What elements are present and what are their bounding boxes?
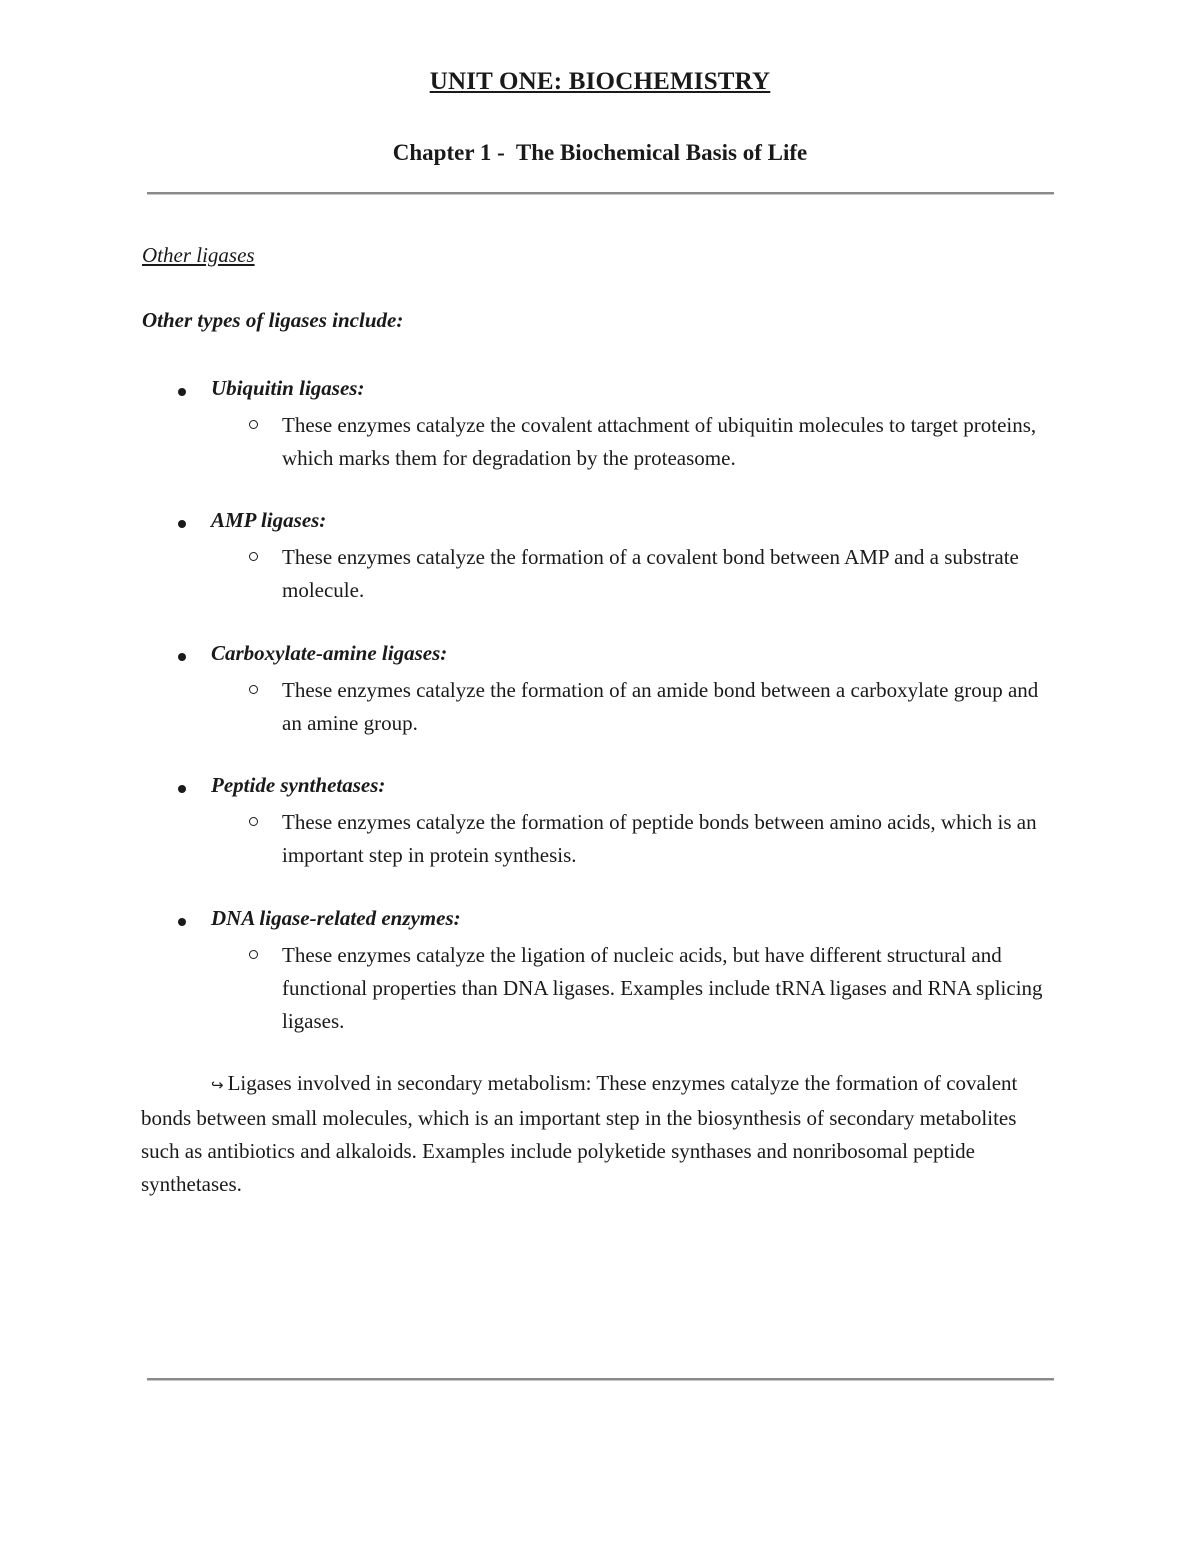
section-intro: Other types of ligases include: [142, 308, 404, 332]
item-description: These enzymes catalyze the ligation of nucleic acids, but have different structural and functional properties than DNA ligases. Examples include tRNA ligases and RNA splicing ligases. [282, 943, 1043, 1033]
item-title: Carboxylate-amine ligases: [211, 641, 448, 665]
sub-bullet-circle-icon [249, 420, 258, 429]
item-description: These enzymes catalyze the formation of an amide bond between a carboxylate group and an amine group. [282, 678, 1039, 735]
curved-arrow-icon: ↪ [211, 1076, 224, 1094]
sub-bullet-circle-icon [249, 685, 258, 694]
sub-bullet-circle-icon [249, 817, 258, 826]
item-title: Peptide synthetases: [211, 773, 386, 797]
unit-title: UNIT ONE: BIOCHEMISTRY [429, 68, 771, 95]
closing-paragraph [141, 1067, 1053, 1201]
item-description: These enzymes catalyze the formation of a covalent bond between AMP and a substrate molecule. [282, 545, 1019, 602]
bottom-divider [147, 1378, 1054, 1381]
sub-bullet-circle-icon [249, 950, 258, 959]
bullet-dot-icon [178, 388, 186, 396]
bullet-dot-icon [178, 785, 186, 793]
item-description: These enzymes catalyze the formation of peptide bonds between amino acids, which is an important step in protein synthesis. [282, 810, 1037, 867]
sub-bullet-circle-icon [249, 552, 258, 561]
closing-text: Ligases involved in secondary metabolism: These enzymes catalyze the formation of covalent bonds between small molecules, which is an important step in the biosynthesis of secondary metabolites such as antibiotics and alkaloids. Examples include polyketide synthases and nonribosomal peptide synthetases. [141, 1071, 1018, 1196]
bullet-dot-icon [178, 918, 186, 926]
bullet-dot-icon [178, 520, 186, 528]
item-title: AMP ligases: [211, 508, 327, 532]
top-divider [147, 192, 1054, 195]
item-title: DNA ligase-related enzymes: [211, 906, 461, 930]
chapter-title: Chapter 1 - The Biochemical Basis of Life [392, 140, 808, 165]
section-heading: Other ligases [142, 243, 255, 267]
item-description: These enzymes catalyze the covalent attachment of ubiquitin molecules to target proteins, which marks them for degradation by the proteasome. [282, 413, 1037, 470]
item-title: Ubiquitin ligases: [211, 376, 365, 400]
bullet-dot-icon [178, 653, 186, 661]
